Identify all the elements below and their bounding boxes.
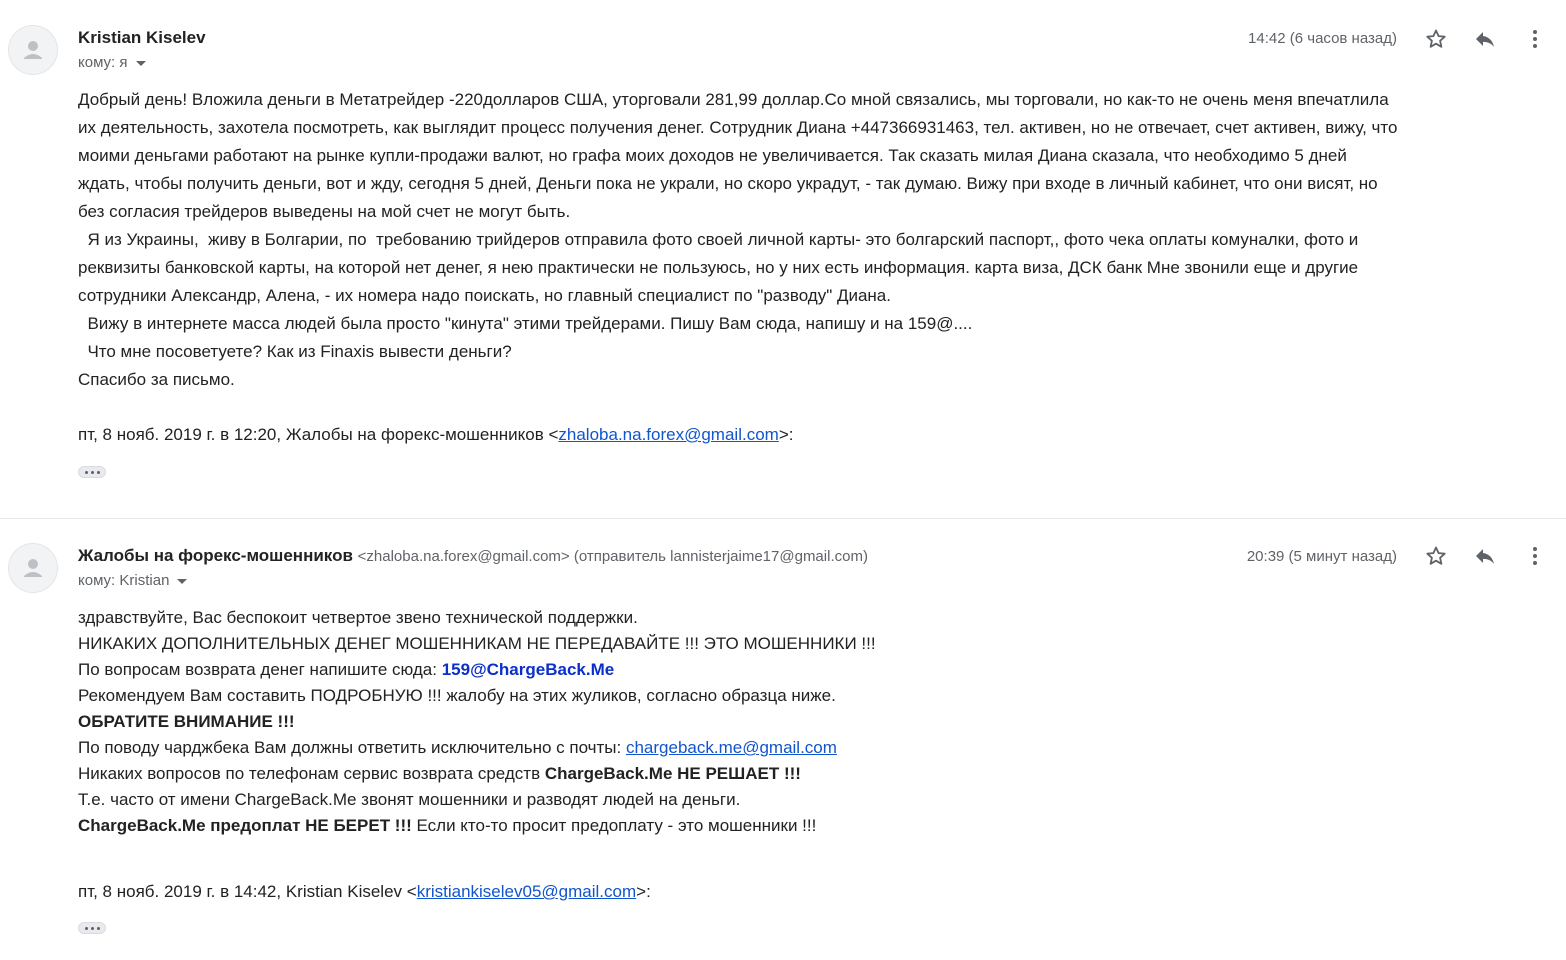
body-line: здравствуйте, Вас беспокоит четвертое звено технической поддержки. bbox=[78, 608, 638, 627]
body-line: моими деньгами работают на рынке купли-продажи валют, но графа моих доходов не увеличивается. Так сказать милая Диана сказала, что необходимо 5 дней bbox=[78, 146, 1347, 165]
body-line: Добрый день! Вложила деньги в Метатрейдер -220долларов США, уторговали 281,99 доллар.Со мной связались, мы торговали, но как-то не очень меня впечатлила bbox=[78, 90, 1389, 109]
body-line: Что мне посоветуете? Как из Finaxis вывести деньги? bbox=[78, 342, 512, 361]
show-trimmed-content-icon[interactable] bbox=[78, 466, 106, 478]
email-message-2 bbox=[0, 518, 1566, 960]
quoted-header-suffix: >: bbox=[778, 425, 794, 444]
more-vert-icon[interactable] bbox=[1523, 27, 1547, 51]
attention-heading: ОБРАТИТЕ ВНИМАНИЕ !!! bbox=[78, 712, 295, 731]
message-body bbox=[78, 86, 1558, 394]
sender-name-text: Жалобы на форекс-мошенников bbox=[78, 546, 353, 565]
quoted-header bbox=[78, 882, 651, 902]
body-line: Вижу в интернете масса людей была просто "кинута" этими трейдерами. Пишу Вам сюда, напишу и на 159@.... bbox=[78, 314, 973, 333]
person-icon bbox=[9, 544, 57, 592]
person-icon bbox=[9, 26, 57, 74]
chargeback-email-link[interactable]: chargeback.me@gmail.com bbox=[625, 738, 837, 757]
message-body bbox=[78, 605, 1478, 839]
body-line: Рекомендуем Вам составить ПОДРОБНУЮ !!! жалобу на этих жуликов, согласно образца ниже. bbox=[78, 686, 836, 705]
body-line-text: Никаких вопросов по телефонам сервис возврата средств bbox=[78, 764, 545, 783]
body-line: Спасибо за письмо. bbox=[78, 370, 235, 389]
body-line: без согласия трейдеров выведены на мой счет не могут быть. bbox=[78, 202, 571, 221]
show-trimmed-content-icon[interactable] bbox=[78, 922, 106, 934]
body-line bbox=[78, 813, 1478, 839]
body-line: их деятельность, захотела посмотреть, как выглядит процесс получения денег. Сотрудник Диана +447366931463, тел. активен, но не отвечает, счет активен, вижу, что bbox=[78, 118, 1398, 137]
sender-avatar[interactable] bbox=[8, 25, 58, 75]
body-line-text: Если кто-то просит предоплату - это мошенники !!! bbox=[411, 816, 817, 835]
body-line bbox=[78, 709, 1478, 735]
quoted-header-suffix: >: bbox=[636, 882, 651, 901]
recipient-label: кому: я bbox=[78, 54, 128, 71]
body-line-bold: ChargeBack.Me НЕ РЕШАЕТ !!! bbox=[544, 764, 801, 783]
body-line: ждать, чтобы получить деньги, вот и жду, сегодня 5 дней, Деньги пока не украли, но скоро украдут, - так думаю. Вижу при входе в личный кабинет, что они висят, но bbox=[78, 174, 1378, 193]
message-time: 14:42 (6 часов назад) bbox=[1248, 30, 1397, 47]
body-line: НИКАКИХ ДОПОЛНИТЕЛЬНЫХ ДЕНЕГ МОШЕННИКАМ НЕ ПЕРЕДАВАЙТЕ !!! ЭТО МОШЕННИКИ !!! bbox=[78, 634, 876, 653]
reply-icon[interactable] bbox=[1473, 27, 1497, 51]
recipient-details[interactable] bbox=[78, 572, 187, 589]
chevron-down-icon[interactable] bbox=[136, 61, 146, 66]
body-line: Я из Украины, живу в Болгарии, по требованию трийдеров отправила фото своей личной карты- это болгарский паспорт,, фото чека оплаты комуналки, фото и bbox=[78, 230, 1359, 249]
sender-name[interactable] bbox=[78, 546, 868, 566]
recipient-details[interactable] bbox=[78, 54, 146, 71]
star-icon[interactable] bbox=[1424, 27, 1448, 51]
reply-icon[interactable] bbox=[1473, 544, 1497, 568]
recipient-label: кому: Kristian bbox=[78, 572, 170, 589]
body-line-text: По вопросам возврата денег напишите сюда: bbox=[78, 660, 442, 679]
chevron-down-icon[interactable] bbox=[177, 579, 187, 584]
body-line bbox=[78, 761, 1478, 787]
body-line: сотрудники Александр, Алена, - их номера надо поискать, но главный специалист по "разводу" Диана. bbox=[78, 286, 891, 305]
message-time: 20:39 (5 минут назад) bbox=[1246, 548, 1397, 565]
more-vert-icon[interactable] bbox=[1523, 544, 1547, 568]
quoted-header-text: пт, 8 нояб. 2019 г. в 14:42, Kristian Kiselev < bbox=[78, 882, 417, 901]
quoted-email-link[interactable]: kristiankiselev05@gmail.com bbox=[416, 882, 637, 901]
body-line-bold: ChargeBack.Me предоплат НЕ БЕРЕТ !!! bbox=[78, 816, 412, 835]
chargeback-email-bold[interactable]: 159@ChargeBack.Me bbox=[441, 660, 615, 679]
body-line: Т.е. часто от имени ChargeBack.Me звонят мошенники и разводят людей на деньги. bbox=[78, 790, 741, 809]
body-line bbox=[78, 657, 1478, 683]
quoted-header-text: пт, 8 нояб. 2019 г. в 12:20, Жалобы на форекс-мошенников < bbox=[78, 425, 559, 444]
quoted-email-link[interactable]: zhaloba.na.forex@gmail.com bbox=[558, 425, 779, 444]
star-icon[interactable] bbox=[1424, 544, 1448, 568]
body-line-text: По поводу чарджбека Вам должны ответить исключительно с почты: bbox=[78, 738, 626, 757]
sender-address: <zhaloba.na.forex@gmail.com> (отправитель lannisterjaime17@gmail.com) bbox=[357, 548, 868, 565]
quoted-header bbox=[78, 425, 793, 445]
body-line bbox=[78, 735, 1478, 761]
sender-name[interactable]: Kristian Kiselev bbox=[78, 28, 206, 47]
sender-avatar[interactable] bbox=[8, 543, 58, 593]
body-line: реквизиты банковской карты, на которой нет денег, я нею практически не пользуюсь, но у них есть информация. карта виза, ДСК банк Мне звонили еще и другие bbox=[78, 258, 1359, 277]
